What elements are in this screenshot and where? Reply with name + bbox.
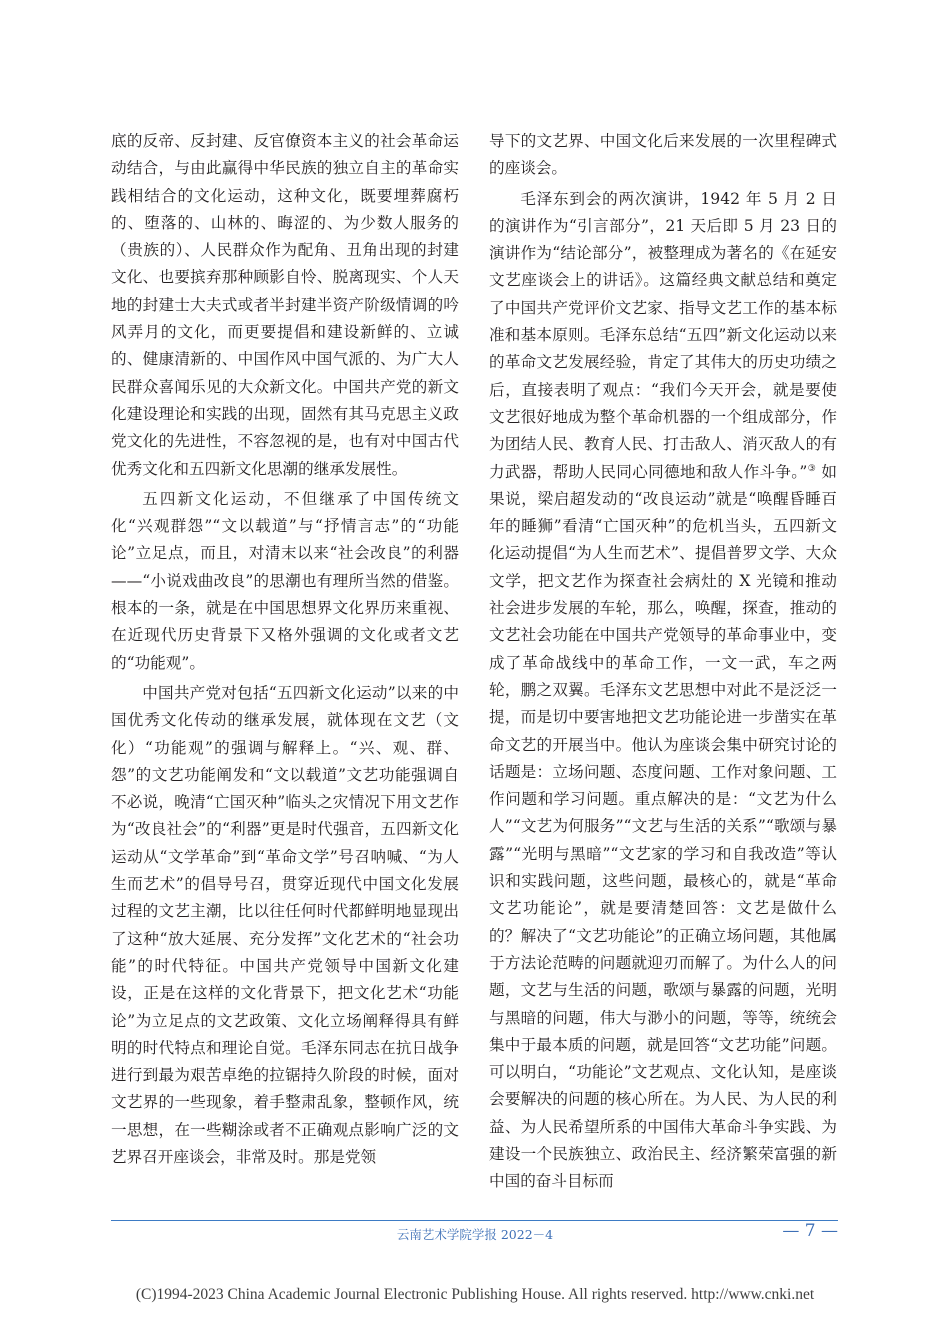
right-paragraph-1: 导下的文艺界、中国文化后来发展的一次里程碑式的座谈会。 xyxy=(489,132,837,178)
journal-name: 云南艺术学院学报 2022－4 xyxy=(396,1227,554,1242)
paragraph-text-before-note: 毛泽东到会的两次演讲，1942 年 5 月 2 日的演讲作为“引言部分”，21 天后即 5 月 23 日的演讲作为“结论部分”，被整理成为著名的《在延安文艺座谈会上的讲话》。这篇经典文献总结和奠定了中国共产党评价文艺家、指导文艺工作的基本标准和基本原则。毛泽东总结“五四”新文化运动以来的革命文艺发展经验，肯定了其伟大的历史功绩之后，直接表明了观点：“我们今天开会，就是要使文艺很好地成为整个革命机器的一个组成部分，作为团结人民、教育人民、打击敌人、消灭敌人的有力武器，帮助人民同心同德地和敌人作斗争。” xyxy=(489,189,837,481)
left-column xyxy=(111,128,459,1171)
page-number: — 7 — xyxy=(782,1221,838,1241)
footer-divider xyxy=(111,1220,838,1221)
right-column xyxy=(489,128,837,1196)
copyright-notice: (C)1994-2023 China Academic Journal Electronic Publishing House. All rights reserved. http://www.cnki.net xyxy=(135,1286,815,1303)
right-paragraph-2 xyxy=(489,186,837,1196)
footnote-reference[interactable]: ③ xyxy=(807,463,817,474)
left-paragraph-3: 中国共产党对包括“五四新文化运动”以来的中国优秀文化传动的继承发展，就体现在文艺（文化）“功能观”的强调与解释上。“兴、观、群、怨”的文艺功能阐发和“文以载道”文艺功能强调自不必说，晚清“亡国灭种”临头之灾情况下用文艺作为“改良社会”的“利器”更是时代强音，五四新文化运动从“文学革命”到“革命文学”号召呐喊、“为人生而艺术”的倡导号召，贯穿近现代中国文化发展过程的文艺主潮，比以往任何时代都鲜明地显现出了这种“放大延展、充分发挥”文化艺术的“社会功能”的时代特征。中国共产党领导中国新文化建设，正是在这样的文化背景下，把文化艺术“功能论”为立足点的文艺政策、文化立场阐释得具有鲜明的时代特点和理论自觉。毛泽东同志在抗日战争进行到最为艰苦卓绝的拉锯持久阶段的时候，面对文艺界的一些现象，着手整肃乱象，整顿作风，统一思想，在一些糊涂或者不正确观点影响广泛的文艺界召开座谈会，非常及时。那是党领 xyxy=(111,683,459,1166)
left-paragraph-2: 五四新文化运动，不但继承了中国传统文化“兴观群怨”“文以载道”与“抒情言志”的“功能论”立足点，而且，对清末以来“社会改良”的利器——“小说戏曲改良”的思潮也有理所当然的借鉴。根本的一条，就是在中国思想界文化界历来重视、在近现代历史背景下又格外强调的文化或者文艺的“功能观”。 xyxy=(111,489,459,672)
left-paragraph-1: 底的反帝、反封建、反官僚资本主义的社会革命运动结合，与由此赢得中华民族的独立自主的革命实践相结合的文化运动，这种文化，既要埋葬腐朽的、堕落的、山林的、晦涩的、为少数人服务的（贵族的）、人民群众作为配角、丑角出现的封建文化、也要摈弃那种顾影自怜、脱离现实、个人天地的封建士大夫式或者半封建半资产阶级情调的吟风弄月的文化，而更要提倡和建设新鲜的、立诚的、健康清新的、中国作风中国气派的、为广大人民群众喜闻乐见的大众新文化。中国共产党的新文化建设理论和实践的出现，固然有其马克思主义政党文化的先进性，不容忽视的是，也有对中国古代优秀文化和五四新文化思潮的继承发展性。 xyxy=(111,132,459,478)
paragraph-text-after-note: 如果说，梁启超发动的“改良运动”就是“唤醒昏睡百年的睡狮”看清“亡国灭种”的危机当头，五四新文化运动提倡“为人生而艺术”、提倡普罗文学、大众文学，把文艺作为探查社会病灶的 X 光镜和推动社会进步发展的车轮，那么，唤醒，探查，推动的文艺社会功能在中国共产党领导的革命事业中，变成了革命战线中的革命工作，一文一武，车之两轮，鹏之双翼。毛泽东文艺思想中对此不是泛泛一提，而是切中要害地把文艺功能论进一步凿实在革命文艺的开展当中。他认为座谈会集中研究讨论的话题是：立场问题、态度问题、工作对象问题、工作问题和学习问题。重点解决的是：“文艺为什么人”“文艺为何服务”“文艺与生活的关系”“歌颂与暴露”“光明与黑暗”“文艺家的学习和自我改造”等认识和实践问题，这些问题，最核心的，就是“革命文艺功能论”，就是要清楚回答：文艺是做什么的？解决了“文艺功能论”的正确立场问题，其他属于方法论范畴的问题就迎刃而解了。为什么人的问题，文艺与生活的问题，歌颂与暴露的问题，光明与黑暗的问题，伟大与渺小的问题，等等，统统会集中于最本质的问题，就是回答“文艺功能”问题。可以明白，“功能论”文艺观点、文化认知，是座谈会要解决的问题的核心所在。为人民、为人民的利益、为人民希望所系的中国伟大革命斗争实践、为建设一个民族独立、政治民主、经济繁荣富强的新中国的奋斗目标而 xyxy=(489,462,837,1191)
